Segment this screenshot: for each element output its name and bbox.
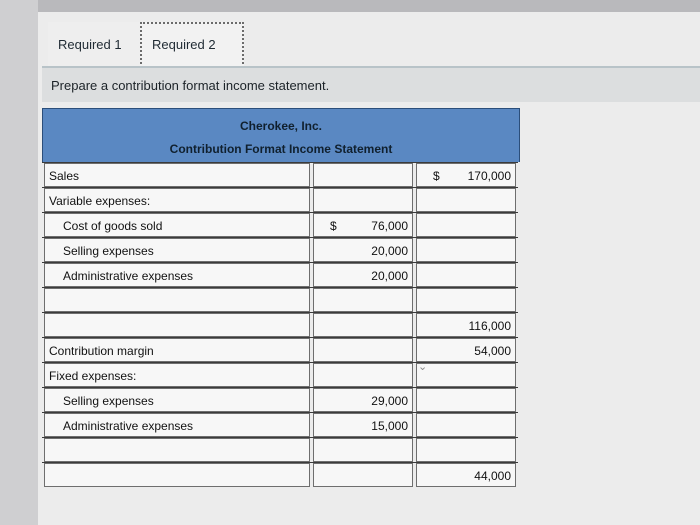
table-row	[42, 287, 518, 312]
dollar-sign: $	[433, 169, 440, 183]
statement-title: Contribution Format Income Statement	[42, 140, 520, 162]
amount-input[interactable]	[313, 238, 413, 262]
total-input[interactable]	[416, 463, 516, 487]
row-label-input[interactable]	[44, 463, 310, 487]
table-row	[42, 262, 518, 287]
row-label-input[interactable]	[44, 238, 310, 262]
total-input[interactable]	[416, 413, 516, 437]
amount-value: 20,000	[371, 269, 408, 283]
total-value: 54,000	[474, 344, 511, 358]
top-band	[0, 0, 700, 12]
total-input[interactable]	[416, 238, 516, 262]
amount-input[interactable]	[313, 463, 413, 487]
row-label: Sales	[49, 169, 80, 183]
table-row	[42, 312, 518, 337]
row-label: Variable expenses:	[49, 194, 151, 208]
amount-input[interactable]	[313, 388, 413, 412]
amount-input[interactable]	[313, 313, 413, 337]
total-input[interactable]	[416, 313, 516, 337]
row-label: Administrative expenses	[63, 419, 194, 433]
table-row	[42, 362, 518, 387]
table-row	[42, 237, 518, 262]
row-label: Selling expenses	[63, 244, 154, 258]
company-name: Cherokee, Inc.	[42, 108, 520, 141]
total-value: 44,000	[474, 469, 511, 483]
row-label: Cost of goods sold	[63, 219, 163, 233]
amount-input[interactable]	[313, 288, 413, 312]
row-label-input[interactable]	[44, 163, 310, 187]
amount-input[interactable]	[313, 213, 413, 237]
income-statement-table	[42, 108, 518, 488]
table-row	[42, 337, 518, 362]
row-label: Selling expenses	[63, 394, 154, 408]
row-label-input[interactable]	[44, 313, 310, 337]
row-label: Fixed expenses:	[49, 369, 137, 383]
table-row	[42, 212, 518, 237]
total-input[interactable]	[416, 363, 516, 387]
total-input[interactable]	[416, 163, 516, 187]
row-label-input[interactable]	[44, 213, 310, 237]
amount-value: 15,000	[371, 419, 408, 433]
row-label-input[interactable]	[44, 288, 310, 312]
tab-required-2[interactable]: Required 2	[140, 22, 244, 68]
total-value: 116,000	[468, 319, 511, 333]
table-row	[42, 387, 518, 412]
amount-input[interactable]	[313, 188, 413, 212]
row-label-input[interactable]	[44, 363, 310, 387]
total-input[interactable]	[416, 338, 516, 362]
amount-input[interactable]	[313, 438, 413, 462]
dollar-sign: $	[330, 219, 337, 233]
amount-input[interactable]	[313, 413, 413, 437]
table-row	[42, 162, 518, 187]
row-label-input[interactable]	[44, 438, 310, 462]
row-label-input[interactable]	[44, 388, 310, 412]
amount-input[interactable]	[313, 163, 413, 187]
amount-input[interactable]	[313, 363, 413, 387]
table-row	[42, 187, 518, 212]
table-row	[42, 412, 518, 437]
tab-required-1[interactable]: Required 1	[48, 22, 145, 68]
left-band	[0, 0, 38, 525]
row-label: Contribution margin	[49, 344, 154, 358]
amount-input[interactable]	[313, 338, 413, 362]
total-input[interactable]	[416, 263, 516, 287]
cursor-mark: ⌄	[418, 361, 428, 373]
table-row	[42, 437, 518, 462]
instruction-text: Prepare a contribution format income statement.	[51, 78, 330, 93]
total-input[interactable]	[416, 188, 516, 212]
amount-input[interactable]	[313, 263, 413, 287]
row-label-input[interactable]	[44, 413, 310, 437]
amount-value: 20,000	[371, 244, 408, 258]
table-row	[42, 462, 518, 487]
row-label: Administrative expenses	[63, 269, 194, 283]
total-input[interactable]	[416, 288, 516, 312]
total-input[interactable]	[416, 213, 516, 237]
amount-value: 29,000	[371, 394, 408, 408]
total-input[interactable]	[416, 388, 516, 412]
row-label-input[interactable]	[44, 263, 310, 287]
total-input[interactable]	[416, 438, 516, 462]
total-value: 170,000	[467, 169, 511, 183]
row-label-input[interactable]	[44, 338, 310, 362]
amount-value: 76,000	[371, 219, 408, 233]
row-label-input[interactable]	[44, 188, 310, 212]
